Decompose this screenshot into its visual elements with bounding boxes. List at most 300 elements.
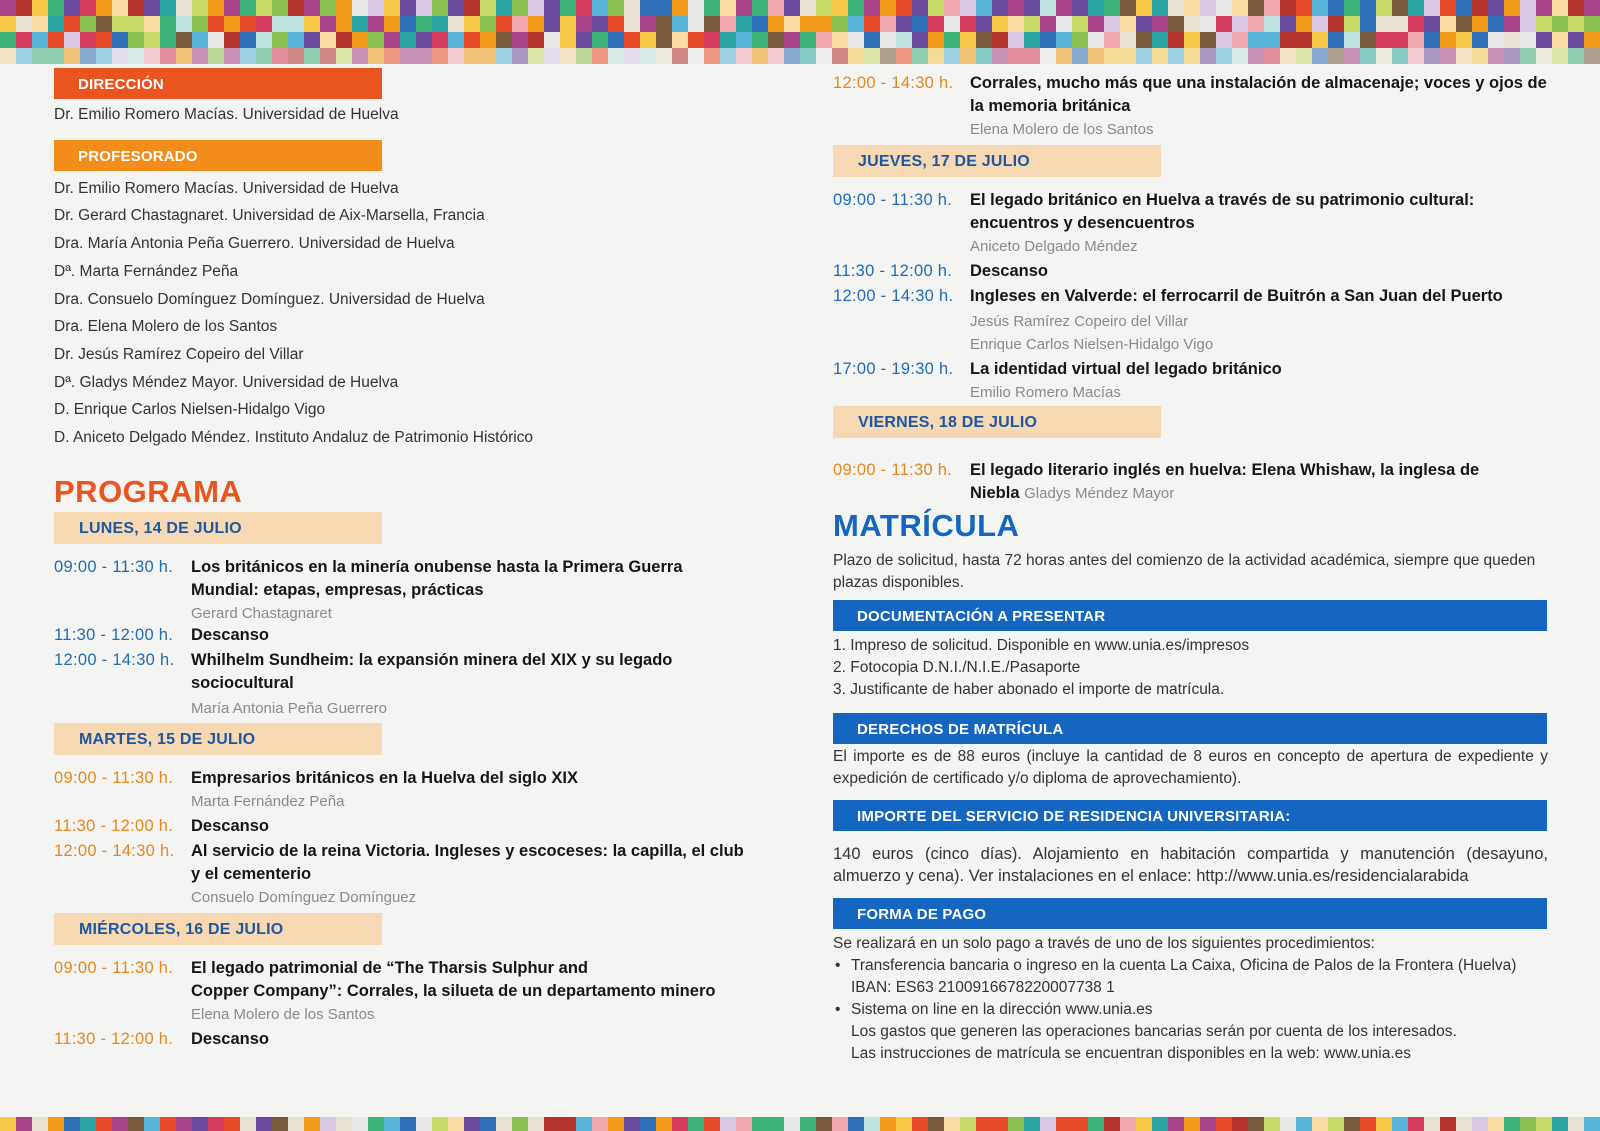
mosaic-tile <box>976 1117 992 1131</box>
session-speaker: Gladys Méndez Mayor <box>1024 485 1175 502</box>
mosaic-tile <box>624 1117 640 1131</box>
mosaic-tile <box>160 48 176 64</box>
mosaic-tile <box>1344 1117 1360 1131</box>
mosaic-tile <box>1456 16 1472 32</box>
mosaic-tile <box>1024 1117 1040 1131</box>
mosaic-tile <box>720 16 736 32</box>
mosaic-tile <box>624 0 640 16</box>
mosaic-tile <box>992 32 1008 48</box>
mosaic-tile <box>768 16 784 32</box>
mosaic-tile <box>1280 48 1296 64</box>
mosaic-tile <box>112 32 128 48</box>
mosaic-tile <box>864 1117 880 1131</box>
mosaic-tile <box>480 16 496 32</box>
session-row <box>833 285 1548 356</box>
pago-transfer: • Transferencia bancaria o ingreso en la cuenta La Caixa, Oficina de Palos de la Frontera (Huelva) <box>851 957 1517 974</box>
mosaic-tile <box>624 16 640 32</box>
mosaic-tile <box>1504 16 1520 32</box>
mosaic-tile <box>1056 0 1072 16</box>
mosaic-tile <box>1584 16 1600 32</box>
pago-item <box>833 999 1548 1065</box>
mosaic-tile <box>416 48 432 64</box>
mosaic-tile <box>1424 32 1440 48</box>
mosaic-tile <box>1040 48 1056 64</box>
session-row <box>54 649 754 720</box>
mosaic-tile <box>992 16 1008 32</box>
mosaic-tile <box>400 48 416 64</box>
mosaic-tile <box>352 0 368 16</box>
mosaic-tile <box>48 32 64 48</box>
mosaic-tile <box>656 32 672 48</box>
mosaic-tile <box>864 32 880 48</box>
mosaic-tile <box>848 1117 864 1131</box>
direccion-header: DIRECCIÓN <box>54 68 382 99</box>
mosaic-tile <box>1504 48 1520 64</box>
mosaic-tile <box>224 1117 240 1131</box>
mosaic-tile <box>1008 16 1024 32</box>
mosaic-tile <box>1504 0 1520 16</box>
decorative-mosaic-top <box>0 0 1600 64</box>
mosaic-tile <box>16 16 32 32</box>
mosaic-tile <box>608 0 624 16</box>
mosaic-tile <box>528 16 544 32</box>
mosaic-tile <box>1232 48 1248 64</box>
session-time: 09:00 - 11:30 h. <box>54 768 174 787</box>
mosaic-tile <box>816 48 832 64</box>
day-sessions-viernes <box>833 459 1548 505</box>
mosaic-tile <box>144 16 160 32</box>
mosaic-tile <box>144 0 160 16</box>
mosaic-tile <box>176 1117 192 1131</box>
mosaic-tile <box>1408 16 1424 32</box>
mosaic-tile <box>1216 1117 1232 1131</box>
mosaic-tile <box>384 16 400 32</box>
mosaic-tile <box>272 32 288 48</box>
mosaic-tile <box>928 1117 944 1131</box>
mosaic-tile <box>432 1117 448 1131</box>
mosaic-tile <box>880 1117 896 1131</box>
session-row <box>54 624 754 647</box>
mosaic-tile <box>1248 48 1264 64</box>
mosaic-tile <box>896 16 912 32</box>
mosaic-tile <box>1120 1117 1136 1131</box>
mosaic-tile <box>64 1117 80 1131</box>
mosaic-tile <box>928 16 944 32</box>
mosaic-tile <box>288 32 304 48</box>
profesor-item: Dra. Elena Molero de los Santos <box>54 318 278 336</box>
mosaic-tile <box>1568 16 1584 32</box>
mosaic-tile <box>304 0 320 16</box>
session-title-line: El legado literario inglés en huelva: Elena Whishaw, la inglesa de <box>970 461 1480 479</box>
mosaic-tile <box>1072 48 1088 64</box>
mosaic-tile <box>496 1117 512 1131</box>
mosaic-tile <box>1520 16 1536 32</box>
mosaic-tile <box>1424 48 1440 64</box>
mosaic-tile <box>160 0 176 16</box>
mosaic-tile <box>80 32 96 48</box>
mosaic-tile <box>1360 0 1376 16</box>
mosaic-tile <box>1232 32 1248 48</box>
mosaic-tile <box>1248 1117 1264 1131</box>
mosaic-tile <box>32 0 48 16</box>
mosaic-tile <box>336 16 352 32</box>
profesorado-list <box>54 175 754 452</box>
mosaic-tile <box>1296 0 1312 16</box>
mosaic-tile <box>384 0 400 16</box>
mosaic-tile <box>0 0 16 16</box>
mosaic-tile <box>176 16 192 32</box>
mosaic-tile <box>1056 48 1072 64</box>
mosaic-tile <box>560 32 576 48</box>
mosaic-tile <box>1024 16 1040 32</box>
mosaic-tile <box>1088 16 1104 32</box>
mosaic-tile <box>64 0 80 16</box>
mosaic-tile <box>1232 0 1248 16</box>
mosaic-tile <box>1408 1117 1424 1131</box>
mosaic-tile <box>1440 1117 1456 1131</box>
mosaic-tile <box>992 48 1008 64</box>
mosaic-tile <box>496 0 512 16</box>
mosaic-tile <box>592 16 608 32</box>
mosaic-tile <box>672 32 688 48</box>
mosaic-tile <box>1392 1117 1408 1131</box>
mosaic-tile <box>1360 1117 1376 1131</box>
mosaic-tile <box>192 32 208 48</box>
documentacion-item: 1. Impreso de solicitud. Disponible en www.unia.es/impresos <box>833 637 1250 654</box>
mosaic-tile <box>992 0 1008 16</box>
mosaic-tile <box>1248 16 1264 32</box>
mosaic-tile <box>496 16 512 32</box>
mosaic-tile <box>1040 0 1056 16</box>
mosaic-tile <box>1280 16 1296 32</box>
mosaic-tile <box>1520 32 1536 48</box>
mosaic-tile <box>752 16 768 32</box>
mosaic-tile <box>960 0 976 16</box>
mosaic-tile <box>128 32 144 48</box>
mosaic-tile <box>512 16 528 32</box>
mosaic-tile <box>256 1117 272 1131</box>
profesor-item: Dra. María Antonia Peña Guerrero. Universidad de Huelva <box>54 235 455 253</box>
mosaic-tile <box>1024 48 1040 64</box>
session-title: Descanso <box>191 816 269 835</box>
mosaic-tile <box>640 16 656 32</box>
day-sessions-martes <box>54 767 754 909</box>
mosaic-tile <box>544 16 560 32</box>
mosaic-tile <box>384 1117 400 1131</box>
mosaic-tile <box>1088 1117 1104 1131</box>
mosaic-tile <box>448 0 464 16</box>
mosaic-tile <box>560 1117 576 1131</box>
session-title: Descanso <box>970 262 1048 280</box>
mosaic-tile <box>896 1117 912 1131</box>
mosaic-tile <box>464 48 480 64</box>
day-header-martes: MARTES, 15 DE JULIO <box>54 723 382 755</box>
mosaic-tile <box>192 48 208 64</box>
mosaic-tile <box>432 48 448 64</box>
mosaic-tile <box>464 32 480 48</box>
mosaic-tile <box>240 32 256 48</box>
mosaic-tile <box>1120 16 1136 32</box>
profesor-item: D. Enrique Carlos Nielsen-Hidalgo Vigo <box>54 401 326 419</box>
mosaic-tile <box>336 32 352 48</box>
mosaic-tile <box>1472 0 1488 16</box>
mosaic-tile <box>640 0 656 16</box>
mosaic-tile <box>1552 32 1568 48</box>
mosaic-tile <box>64 48 80 64</box>
mosaic-tile <box>1424 0 1440 16</box>
mosaic-tile <box>48 0 64 16</box>
mosaic-tile <box>80 16 96 32</box>
mosaic-tile <box>1264 48 1280 64</box>
mosaic-tile <box>544 0 560 16</box>
mosaic-tile <box>896 32 912 48</box>
mosaic-tile <box>96 16 112 32</box>
mosaic-tile <box>1360 16 1376 32</box>
mosaic-tile <box>1328 32 1344 48</box>
mosaic-tile <box>192 16 208 32</box>
mosaic-tile <box>656 48 672 64</box>
mosaic-tile <box>576 48 592 64</box>
mosaic-tile <box>96 0 112 16</box>
mosaic-tile <box>272 16 288 32</box>
mosaic-tile <box>624 48 640 64</box>
mosaic-tile <box>112 1117 128 1131</box>
mosaic-tile <box>592 1117 608 1131</box>
mosaic-tile <box>1472 1117 1488 1131</box>
session-row <box>54 767 754 813</box>
mosaic-tile <box>208 48 224 64</box>
mosaic-tile <box>1440 0 1456 16</box>
mosaic-tile <box>192 1117 208 1131</box>
mosaic-tile <box>1456 1117 1472 1131</box>
mosaic-tile <box>736 48 752 64</box>
mosaic-tile <box>352 32 368 48</box>
mosaic-tile <box>256 0 272 16</box>
mosaic-tile <box>880 32 896 48</box>
mosaic-tile <box>768 0 784 16</box>
mosaic-tile <box>816 1117 832 1131</box>
mosaic-tile <box>1536 0 1552 16</box>
mosaic-tile <box>1520 1117 1536 1131</box>
documentacion-item: 2. Fotocopia D.N.I./N.I.E./Pasaporte <box>833 659 1081 676</box>
right-column <box>833 72 1548 1065</box>
mosaic-tile <box>1280 32 1296 48</box>
mosaic-tile <box>1168 0 1184 16</box>
session-row <box>833 358 1548 404</box>
pago-note: Las instrucciones de matrícula se encuentran disponibles en la web: www.unia.es <box>851 1045 1412 1062</box>
mosaic-tile <box>1488 0 1504 16</box>
mosaic-tile <box>1456 0 1472 16</box>
mosaic-tile <box>1152 1117 1168 1131</box>
mosaic-tile <box>1104 0 1120 16</box>
mosaic-tile <box>112 16 128 32</box>
mosaic-tile <box>1536 16 1552 32</box>
session-time: 09:00 - 11:30 h. <box>833 461 953 479</box>
mosaic-tile <box>1568 48 1584 64</box>
mosaic-tile <box>944 32 960 48</box>
mosaic-tile <box>1312 0 1328 16</box>
mosaic-tile <box>1184 48 1200 64</box>
session-row <box>54 815 754 838</box>
session-speaker: Aniceto Delgado Méndez <box>970 238 1138 255</box>
mosaic-tile <box>0 32 16 48</box>
mosaic-tile <box>80 48 96 64</box>
mosaic-tile <box>1520 48 1536 64</box>
mosaic-tile <box>1264 1117 1280 1131</box>
mosaic-tile <box>1120 0 1136 16</box>
mosaic-tile <box>848 32 864 48</box>
mosaic-tile <box>1536 48 1552 64</box>
mosaic-tile <box>96 48 112 64</box>
session-time: 09:00 - 11:30 h. <box>54 557 174 576</box>
mosaic-tile <box>688 0 704 16</box>
mosaic-tile <box>1200 0 1216 16</box>
mosaic-tile <box>320 16 336 32</box>
mosaic-tile <box>1328 48 1344 64</box>
derechos-text: El importe es de 88 euros (incluye la cantidad de 8 euros en concepto de apertura de expediente y expedición de certificado y/o diploma de aprovechamiento). <box>833 748 1548 787</box>
session-row <box>54 1028 754 1051</box>
mosaic-tile <box>1104 1117 1120 1131</box>
session-title-line: Copper Company”: Corrales, la silueta de un departamento minero <box>191 981 716 1000</box>
mosaic-tile <box>400 16 416 32</box>
mosaic-tile <box>784 16 800 32</box>
mosaic-tile <box>1072 0 1088 16</box>
mosaic-tile <box>1056 1117 1072 1131</box>
pago-note: Los gastos que generen las operaciones bancarias serán por cuenta de los interesados. <box>851 1023 1457 1040</box>
mosaic-tile <box>576 0 592 16</box>
mosaic-tile <box>592 32 608 48</box>
mosaic-tile <box>848 0 864 16</box>
mosaic-tile <box>1088 48 1104 64</box>
mosaic-tile <box>864 16 880 32</box>
mosaic-tile <box>752 48 768 64</box>
mosaic-tile <box>816 16 832 32</box>
mosaic-tile <box>928 48 944 64</box>
mosaic-tile <box>480 1117 496 1131</box>
mosaic-tile <box>784 0 800 16</box>
mosaic-tile <box>944 0 960 16</box>
session-speaker: Jesús Ramírez Copeiro del Villar <box>970 313 1189 330</box>
mosaic-tile <box>656 16 672 32</box>
mosaic-tile <box>416 1117 432 1131</box>
mosaic-tile <box>816 0 832 16</box>
mosaic-tile <box>960 32 976 48</box>
mosaic-tile <box>1584 1117 1600 1131</box>
session-title-line: El legado patrimonial de “The Tharsis Sulphur and <box>191 958 588 977</box>
mosaic-tile <box>448 16 464 32</box>
mosaic-tile <box>336 0 352 16</box>
mosaic-tile <box>208 32 224 48</box>
mosaic-tile <box>1168 48 1184 64</box>
session-title: Descanso <box>191 1029 269 1048</box>
mosaic-tile <box>416 16 432 32</box>
mosaic-tile <box>16 0 32 16</box>
mosaic-tile <box>1344 32 1360 48</box>
mosaic-tile <box>672 48 688 64</box>
mosaic-tile <box>912 32 928 48</box>
mosaic-tile <box>544 32 560 48</box>
residencia-header: IMPORTE DEL SERVICIO DE RESIDENCIA UNIVERSITARIA: <box>833 800 1547 831</box>
left-column <box>54 68 754 1051</box>
mosaic-tile <box>1248 32 1264 48</box>
mosaic-tile <box>832 16 848 32</box>
mosaic-tile <box>544 48 560 64</box>
mosaic-tile <box>1296 32 1312 48</box>
mosaic-tile <box>320 1117 336 1131</box>
mosaic-tile <box>624 32 640 48</box>
mosaic-tile <box>944 1117 960 1131</box>
session-title: Empresarios británicos en la Huelva del siglo XIX <box>191 768 578 787</box>
mosaic-tile <box>800 0 816 16</box>
mosaic-tile <box>1376 0 1392 16</box>
mosaic-tile <box>784 32 800 48</box>
mosaic-tile <box>1296 48 1312 64</box>
mosaic-tile <box>928 0 944 16</box>
mosaic-tile <box>1168 32 1184 48</box>
mosaic-tile <box>1200 16 1216 32</box>
mosaic-tile <box>224 16 240 32</box>
mosaic-tile <box>1216 0 1232 16</box>
mosaic-tile <box>1328 16 1344 32</box>
session-speaker: Elena Molero de los Santos <box>191 1005 375 1023</box>
mosaic-tile <box>320 0 336 16</box>
mosaic-tile <box>1152 32 1168 48</box>
day-header-lunes: LUNES, 14 DE JULIO <box>54 512 382 544</box>
mosaic-tile <box>1040 32 1056 48</box>
mosaic-tile <box>368 16 384 32</box>
mosaic-tile <box>48 1117 64 1131</box>
mosaic-tile <box>1072 32 1088 48</box>
mosaic-tile <box>1216 16 1232 32</box>
profesor-item: Dr. Jesús Ramírez Copeiro del Villar <box>54 345 304 363</box>
mosaic-tile <box>336 48 352 64</box>
mosaic-tile <box>512 48 528 64</box>
session-row <box>54 556 754 625</box>
mosaic-tile <box>752 32 768 48</box>
mosaic-tile <box>912 1117 928 1131</box>
pago-section <box>833 933 1548 1065</box>
day-sessions-miercoles <box>54 957 754 1051</box>
mosaic-tile <box>304 32 320 48</box>
mosaic-tile <box>672 16 688 32</box>
mosaic-tile <box>64 32 80 48</box>
mosaic-tile <box>1056 32 1072 48</box>
mosaic-tile <box>560 16 576 32</box>
mosaic-tile <box>288 0 304 16</box>
mosaic-tile <box>1520 0 1536 16</box>
mosaic-tile <box>896 48 912 64</box>
mosaic-tile <box>1552 48 1568 64</box>
mosaic-tile <box>272 48 288 64</box>
day-header-miercoles: MIÉRCOLES, 16 DE JULIO <box>54 913 382 945</box>
mosaic-tile <box>576 1117 592 1131</box>
mosaic-tile <box>1392 32 1408 48</box>
pago-iban: IBAN: ES63 2100916678220007738 1 <box>851 979 1115 996</box>
mosaic-tile <box>400 0 416 16</box>
mosaic-tile <box>1040 16 1056 32</box>
mosaic-tile <box>112 48 128 64</box>
mosaic-tile <box>1344 0 1360 16</box>
day-header-jueves: JUEVES, 17 DE JULIO <box>833 145 1161 177</box>
mosaic-tile <box>1088 32 1104 48</box>
matricula-intro: Plazo de solicitud, hasta 72 horas antes del comienzo de la actividad académica, siempre que queden plazas disponibles. <box>833 552 1536 591</box>
mosaic-tile <box>912 16 928 32</box>
mosaic-tile <box>1104 48 1120 64</box>
mosaic-tile <box>832 48 848 64</box>
mosaic-tile <box>1552 1117 1568 1131</box>
mosaic-tile <box>1472 48 1488 64</box>
mosaic-tile <box>1008 32 1024 48</box>
